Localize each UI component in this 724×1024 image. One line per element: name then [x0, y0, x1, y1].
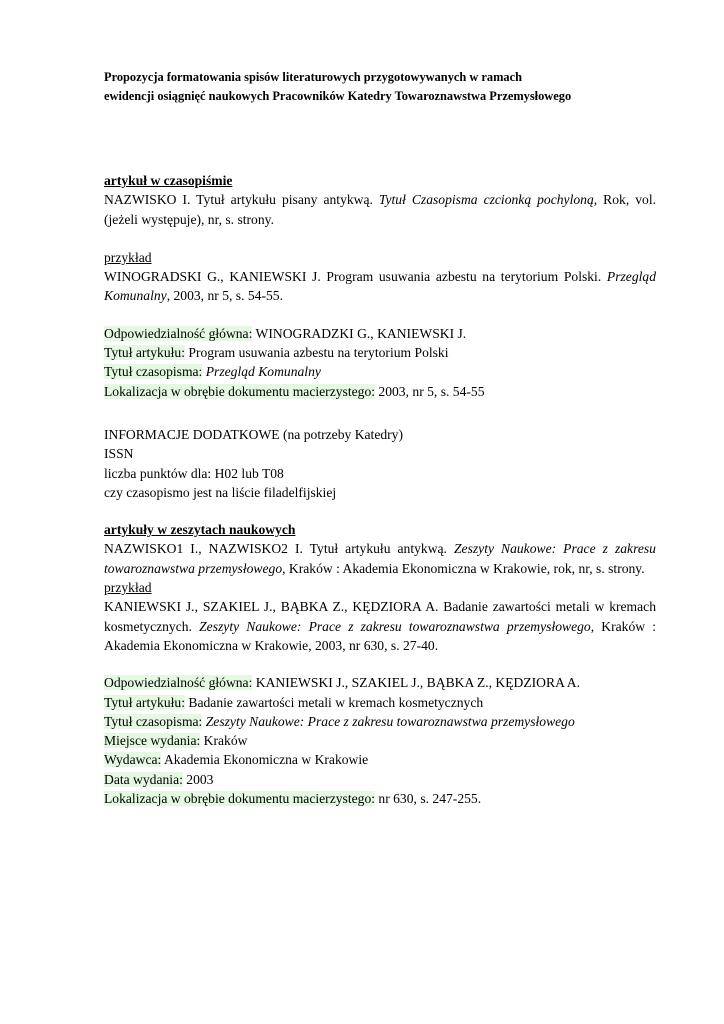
journal-example-citation: [104, 267, 656, 306]
series-example-text-end: , Kraków : Akademia Ekonomiczna w Krakowie, 2003, nr 630, s. 27-40.: [104, 618, 656, 653]
series-field-location: [104, 789, 656, 808]
field-value: Kraków: [200, 733, 248, 749]
field-label: Tytuł artykułu:: [104, 694, 185, 710]
field-value: 2003, nr 5, s. 54-55: [375, 383, 485, 399]
field-label: Lokalizacja w obrębie dokumentu macierzystego:: [104, 383, 376, 399]
field-label: Odpowiedzialność główna:: [104, 325, 253, 341]
series-field-place: [104, 731, 656, 750]
journal-example-text-end: , 2003, nr 5, s. 54-55.: [166, 288, 283, 304]
series-field-date: [104, 770, 656, 789]
section-heading-series-article: artykuły w zeszytach naukowych: [104, 522, 296, 538]
title-line-1: Propozycja formatowania spisów literaturowych przygotowywanych w ramach: [104, 70, 523, 84]
journal-example-text: WINOGRADSKI G., KANIEWSKI J. Program usuwania azbestu na terytorium Polski.: [104, 269, 607, 285]
journal-field-author: [104, 324, 656, 343]
field-value: nr 630, s. 247-255.: [375, 791, 482, 807]
journal-template-italic: Tytuł Czasopisma czcionką pochyloną: [378, 192, 594, 208]
additional-info-item: czy czasopismo jest na liście filadelfijskiej: [104, 484, 337, 500]
field-label: Tytuł czasopisma:: [104, 364, 203, 380]
series-template-italic: Zeszyty Naukowe: Prace z zakresu towaroznawstwa przemysłowego: [104, 541, 656, 576]
journal-field-title: [104, 343, 656, 362]
section-heading-journal-article: artykuł w czasopiśmie: [104, 173, 233, 188]
title-line-2: ewidencji osiągnięć naukowych Pracowników Katedry Towaroznawstwa Przemysłowego: [104, 89, 572, 103]
field-value: Zeszyty Naukowe: Prace z zakresu towaroznawstwa przemysłowego: [205, 713, 575, 729]
field-value: Badanie zawartości metali w kremach kosmetycznych: [184, 694, 484, 710]
field-value: Przegląd Komunalny: [205, 364, 321, 380]
field-label: Tytuł artykułu:: [104, 345, 185, 361]
field-label: Miejsce wydania:: [104, 733, 201, 749]
series-field-journal: [104, 712, 656, 731]
field-label: Odpowiedzialność główna:: [104, 675, 253, 691]
field-value: KANIEWSKI J., SZAKIEL J., BĄBKA Z., KĘDZIORA A.: [252, 675, 580, 691]
journal-template-text-end: , Rok, vol. (jeżeli występuje), nr, s. strony.: [104, 192, 656, 227]
field-label: Wydawca:: [104, 752, 162, 768]
field-label: Data wydania:: [104, 771, 183, 787]
field-value: Program usuwania azbestu na terytorium Polski: [184, 345, 449, 361]
field-value: WINOGRADZKI G., KANIEWSKI J.: [252, 325, 467, 341]
journal-example-label: przykład: [104, 249, 152, 265]
field-label: Tytuł czasopisma:: [104, 713, 203, 729]
document-title: [104, 68, 571, 106]
journal-example-italic: Przegląd Komunalny: [104, 269, 656, 304]
field-value: Akademia Ekonomiczna w Krakowie: [161, 752, 369, 768]
series-template-text-end: , Kraków : Akademia Ekonomiczna w Krakowie, rok, nr, s. strony.: [282, 560, 645, 576]
additional-info-heading: INFORMACJE DODATKOWE (na potrzeby Katedry): [104, 426, 404, 442]
series-field-author: [104, 673, 656, 692]
series-template-text: NAZWISKO1 I., NAZWISKO2 I. Tytuł artykułu antykwą.: [104, 541, 454, 557]
journal-template-citation: [104, 190, 656, 229]
series-template-citation: [104, 539, 656, 578]
series-example-label: przykład: [104, 580, 152, 596]
additional-info-item: ISSN: [104, 446, 134, 462]
additional-info-item: liczba punktów dla: H02 lub T08: [104, 465, 284, 481]
series-field-publisher: [104, 750, 656, 769]
series-field-title: [104, 693, 656, 712]
field-value: 2003: [182, 771, 214, 787]
field-label: Lokalizacja w obrębie dokumentu macierzystego:: [104, 791, 376, 807]
journal-template-text: NAZWISKO I. Tytuł artykułu pisany antykwą.: [104, 192, 379, 208]
series-example-citation: [104, 597, 656, 655]
series-example-italic: Zeszyty Naukowe: Prace z zakresu towaroznawstwa przemysłowego: [199, 618, 591, 634]
journal-field-location: [104, 382, 656, 401]
series-example-text: KANIEWSKI J., SZAKIEL J., BĄBKA Z., KĘDZIORA A. Badanie zawartości metali w kremach kosmetycznych.: [104, 599, 656, 634]
document-content: [104, 171, 656, 808]
journal-field-journal: [104, 362, 656, 381]
